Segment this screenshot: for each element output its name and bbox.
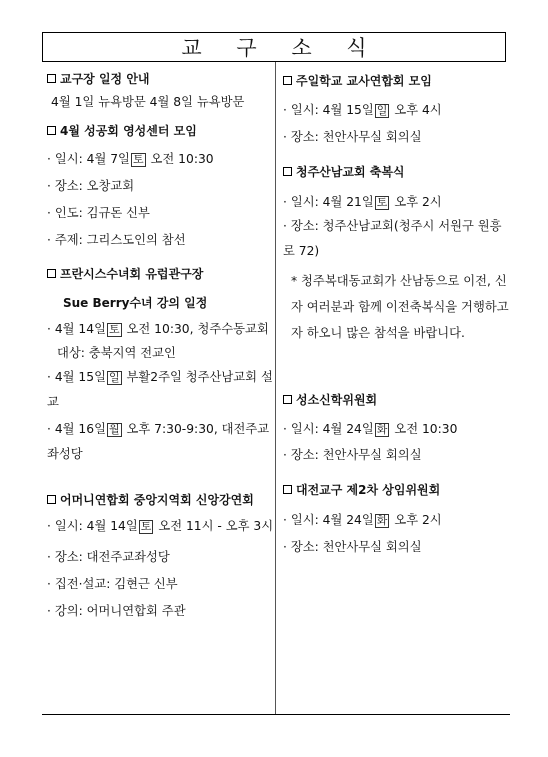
- section-anglican: [47, 123, 275, 248]
- checkbox-square-icon: [283, 167, 292, 176]
- event-date: · 일시: 4월 24일 화 오후 2시: [283, 513, 442, 527]
- lecture-line-1: · 4월 14일 토 오전 10:30, 청주수동교회: [47, 322, 269, 336]
- weekday-badge: 일: [108, 371, 120, 384]
- event-date: · 일시: 4월 21일 토 오후 2시: [283, 195, 442, 209]
- checkbox-square-icon: [283, 76, 292, 85]
- event-place: · 장소: 천안사무실 회의실: [283, 540, 422, 554]
- weekday-badge: 토: [140, 520, 152, 533]
- event-date: · 일시: 4월 14일 토 오전 11시 - 오후 3시: [47, 519, 274, 533]
- checkbox-square-icon: [47, 269, 56, 278]
- section-heading: 프란시스수녀회 유럽관구장: [47, 266, 275, 282]
- event-place: · 장소: 대전주교좌성당: [47, 550, 170, 564]
- event-date: · 일시: 4월 7일 토 오전 10:30: [47, 152, 214, 166]
- section-heading: 주일학교 교사연합회 모임: [283, 73, 511, 89]
- event-place: · 장소: 청주산남교회(청주시 서원구 원흥로 72): [283, 219, 502, 258]
- event-date: · 일시: 4월 15일 일 오후 4시: [283, 103, 442, 117]
- weekday-badge: 월: [108, 423, 120, 436]
- section-heading: 4월 성공회 영성센터 모임: [47, 123, 275, 139]
- weekday-badge: 화: [376, 514, 388, 527]
- event-celebrant: · 집전·설교: 김현근 신부: [47, 577, 178, 591]
- event-leader: · 인도: 김규돈 신부: [47, 206, 150, 220]
- section-subheading: Sue Berry수녀 강의 일정: [63, 296, 208, 310]
- event-place: · 장소: 천안사무실 회의실: [283, 448, 422, 462]
- lecture-line-3: · 4월 16일 월 오후 7:30-9:30, 대전주교좌성당: [47, 422, 270, 461]
- section-mothers: [47, 492, 275, 619]
- weekday-badge: 화: [376, 423, 388, 436]
- section-heading: 청주산남교회 축복식: [283, 164, 511, 180]
- section-heading: 성소신학위원회: [283, 392, 511, 408]
- section-heading: 교구장 일정 안내: [47, 71, 275, 87]
- checkbox-square-icon: [47, 74, 56, 83]
- event-lecture: · 강의: 어머니연합회 주관: [47, 604, 186, 618]
- weekday-badge: 일: [376, 104, 388, 117]
- event-topic: · 주제: 그리스도인의 참선: [47, 233, 186, 247]
- section-standing: [283, 482, 511, 555]
- page-title: 교 구 소 식: [181, 36, 381, 60]
- checkbox-square-icon: [47, 495, 56, 504]
- checkbox-square-icon: [283, 485, 292, 494]
- bottom-rule: [42, 714, 510, 715]
- lecture-audience: 대상: 충북지역 전교인: [57, 346, 176, 360]
- weekday-badge: 토: [376, 196, 388, 209]
- checkbox-square-icon: [283, 395, 292, 404]
- section-schedule: [47, 71, 275, 110]
- section-franciscan: [47, 266, 275, 467]
- event-date: · 일시: 4월 24일 화 오전 10:30: [283, 422, 458, 436]
- column-divider: [275, 62, 276, 714]
- event-place: · 장소: 천안사무실 회의실: [283, 130, 422, 144]
- event-note: * 청주복대동교회가 산남동으로 이전, 신자 여러분과 함께 이전축복식을 거행하고자 하오니 많은 참석을 바랍니다.: [291, 274, 509, 340]
- section-theology: [283, 392, 511, 463]
- section-sunday-school: [283, 73, 511, 145]
- weekday-badge: 토: [108, 323, 120, 336]
- newsletter-title-box: [42, 32, 506, 62]
- event-place: · 장소: 오창교회: [47, 179, 135, 193]
- weekday-badge: 토: [132, 153, 144, 166]
- section-sannam: [283, 164, 511, 346]
- lecture-line-2: · 4월 15일 일 부활2주일 청주산남교회 설교: [47, 370, 273, 409]
- schedule-line: 4월 1일 뉴욕방문 4월 8일 뉴욕방문: [51, 95, 245, 109]
- section-heading: 대전교구 제2차 상임위원회: [283, 482, 511, 498]
- section-heading: 어머니연합회 중앙지역회 신앙강연회: [47, 492, 275, 508]
- checkbox-square-icon: [47, 126, 56, 135]
